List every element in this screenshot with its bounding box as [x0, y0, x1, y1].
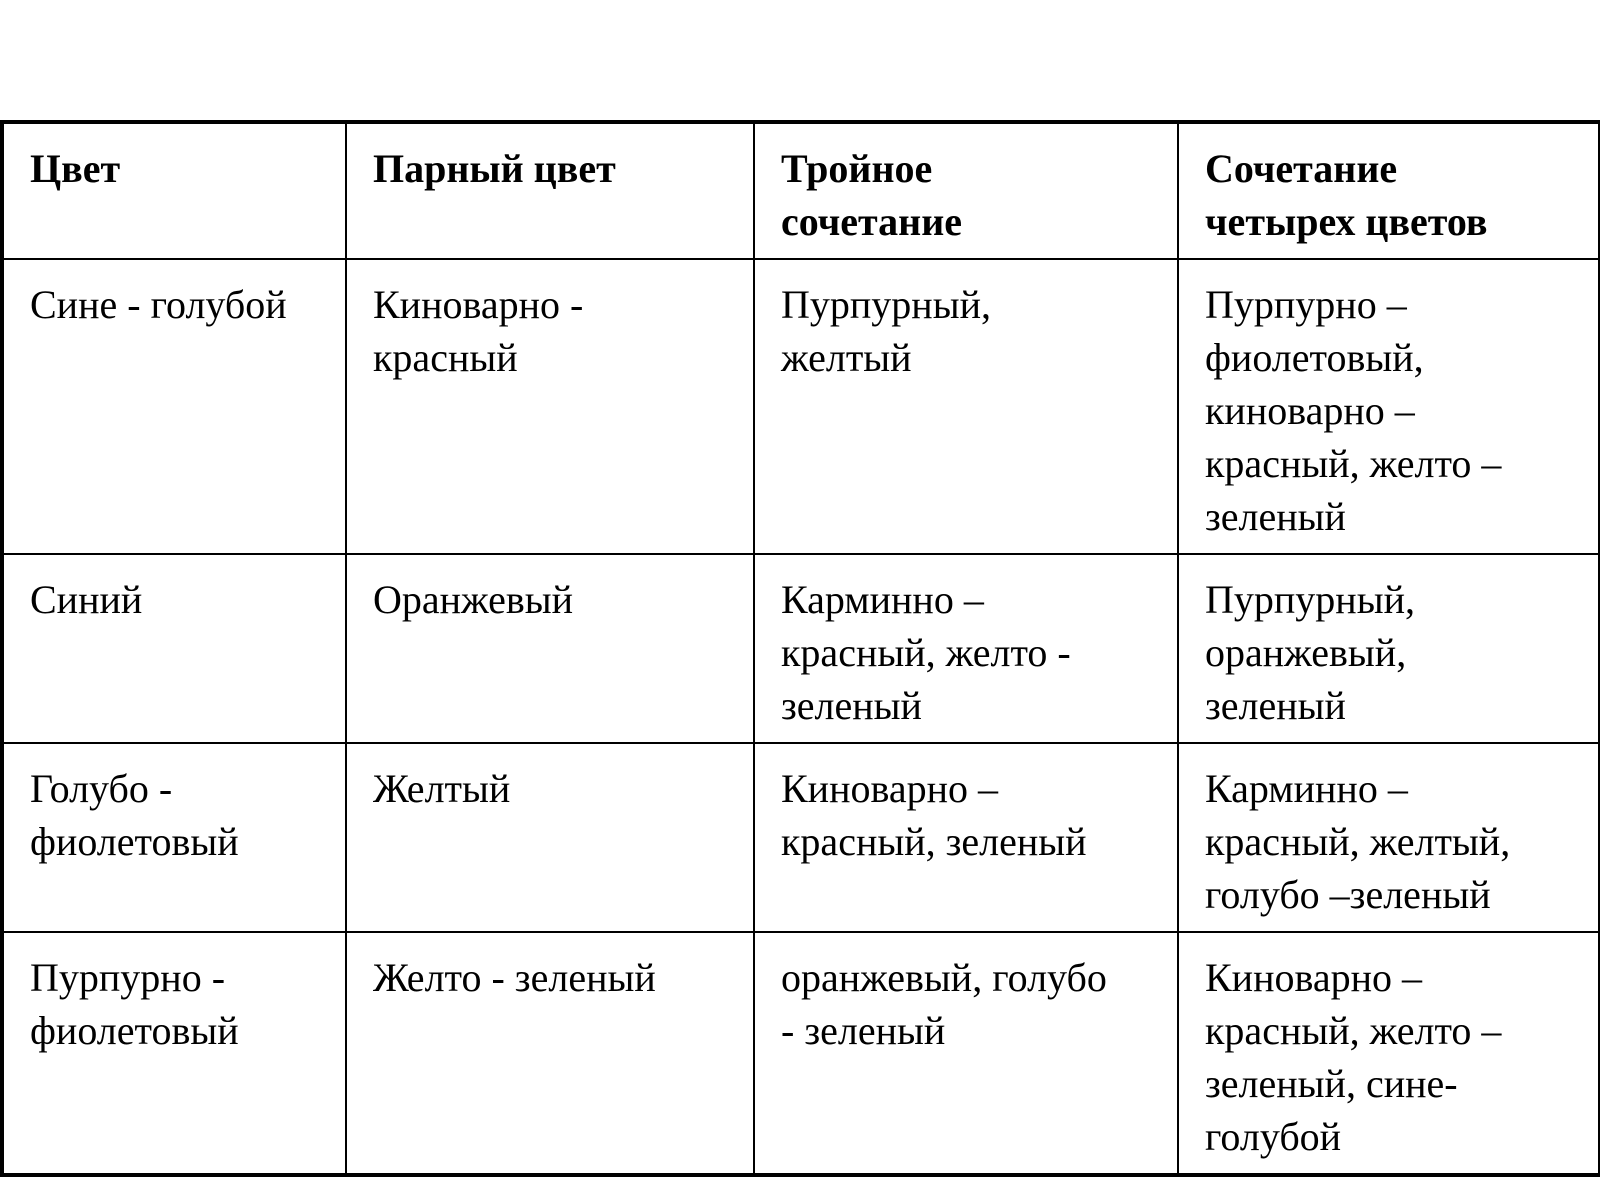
cell-text: Синий — [30, 577, 143, 622]
table-cell — [2, 554, 346, 743]
table-cell — [754, 259, 1178, 554]
cell-text: Киноварно – красный, зеленый — [781, 766, 1087, 864]
table-cell — [346, 259, 754, 554]
table-cell — [346, 932, 754, 1175]
header-cell-four-color-combination — [1178, 122, 1600, 259]
cell-text: Пурпурный, оранжевый, зеленый — [1205, 577, 1415, 728]
cell-text: Пурпурный, желтый — [781, 282, 991, 380]
cell-text: Карминно – красный, желто - зеленый — [781, 577, 1071, 728]
cell-text: Пурпурно - фиолетовый — [30, 955, 239, 1053]
cell-text: Киноварно - красный — [373, 282, 584, 380]
table-cell — [2, 932, 346, 1175]
cell-text: Желто - зеленый — [373, 955, 656, 1000]
header-cell-pair-color — [346, 122, 754, 259]
table-cell — [754, 743, 1178, 932]
header-cell-color — [2, 122, 346, 259]
cell-text: Карминно – красный, желтый, голубо –зеленый — [1205, 766, 1511, 917]
header-label: Цвет — [30, 146, 121, 191]
cell-text: Киноварно – красный, желто – зеленый, сине- голубой — [1205, 955, 1502, 1159]
table-cell — [346, 743, 754, 932]
table-cell — [2, 259, 346, 554]
header-label: Тройное сочетание — [781, 146, 963, 244]
table-cell — [346, 554, 754, 743]
table-cell — [1178, 932, 1600, 1175]
cell-text: оранжевый, голубо - зеленый — [781, 955, 1107, 1053]
cell-text: Оранжевый — [373, 577, 574, 622]
header-cell-triple-combination — [754, 122, 1178, 259]
cell-text: Сине - голубой — [30, 282, 287, 327]
header-label: Парный цвет — [373, 146, 616, 191]
table-row — [2, 743, 1600, 932]
table-cell — [754, 554, 1178, 743]
table-cell — [1178, 259, 1600, 554]
table-cell — [754, 932, 1178, 1175]
cell-text: Голубо - фиолетовый — [30, 766, 239, 864]
cell-text: Пурпурно – фиолетовый, киноварно – красный, желто – зеленый — [1205, 282, 1502, 539]
table-row — [2, 554, 1600, 743]
table-row — [2, 932, 1600, 1175]
color-combination-table — [0, 120, 1600, 1177]
cell-text: Желтый — [373, 766, 511, 811]
table-row — [2, 259, 1600, 554]
table-cell — [1178, 743, 1600, 932]
table-cell — [2, 743, 346, 932]
header-label: Сочетание четырех цветов — [1205, 146, 1488, 244]
table-header-row — [2, 122, 1600, 259]
table-cell — [1178, 554, 1600, 743]
